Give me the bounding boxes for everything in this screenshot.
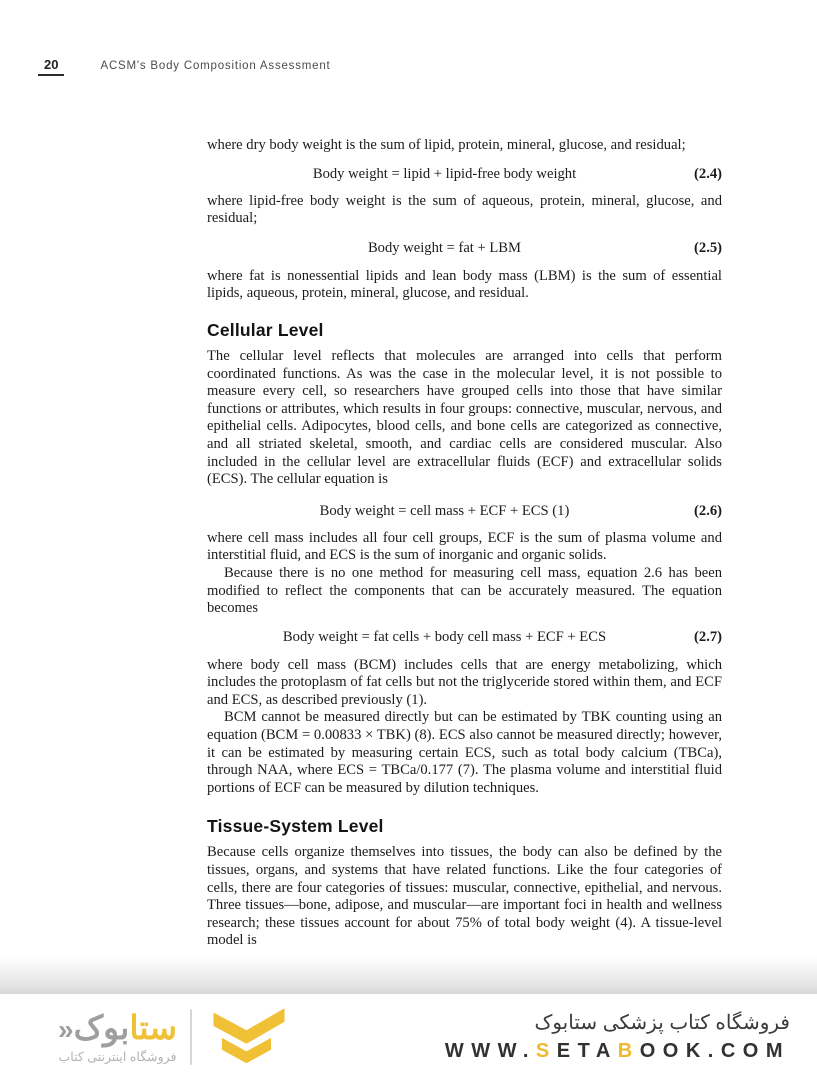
section-heading-cellular-level: Cellular Level: [207, 319, 324, 340]
watermark-footer: [0, 994, 817, 1079]
url-segment-accent: S: [535, 1040, 557, 1062]
equation-2-5: [207, 239, 722, 257]
setabook-wordmark: [58, 1010, 177, 1064]
equation-2-7: [207, 628, 722, 646]
paragraph-bcm-measurement: BCM cannot be measured directly but can be estimated by TBK counting using an equation (BCM = 0.00833 × TBK) (8). ECS also cannot be measured directly; however, it can be estimated by measuring certain ECS, such as total body calcium (TBCa), through NAA, where ECS = TBCa/0.177 (7). The plasma volume and interstitial fluid portions of ECF can be measured by dilution techniques.: [207, 709, 722, 796]
website-url: [445, 1040, 790, 1063]
equation-number: (2.6): [694, 502, 722, 519]
url-segment: ETA: [556, 1040, 618, 1062]
running-head: ACSM's Body Composition Assessment: [100, 60, 331, 72]
paragraph-dry-body-weight: where dry body weight is the sum of lipid, protein, mineral, glucose, and residual;: [207, 137, 686, 153]
paragraph-cell-mass: where cell mass includes all four cell groups, ECF is the sum of plasma volume and interstitial fluid, and ECS is the sum of inorganic and organic solids.: [207, 529, 722, 564]
equation-number: (2.5): [694, 239, 722, 256]
logo-divider: [190, 1009, 192, 1065]
url-segment: OOK.COM: [639, 1040, 790, 1062]
paragraph-no-one-method: Because there is no one method for measuring cell mass, equation 2.6 has been modified to reflect the components that can be accurately measured. The equation becomes: [207, 564, 722, 617]
equation-body: Body weight = fat + LBM: [367, 239, 522, 256]
guillemet-mark-icon: «: [58, 1013, 74, 1045]
store-title: فروشگاه کتاب پزشکی ستابوک: [534, 1012, 790, 1034]
paragraph-bcm-definition: where body cell mass (BCM) includes cells that are energy metabolizing, which includes the protoplasm of fat cells but not the triglyceride stored within them, and ECF and ECS, as described previously (1).: [207, 656, 722, 708]
paragraph-tissue-system: Because cells organize themselves into tissues, the body can also be defined by the tissues, organs, and systems that have related functions. Like the four categories of cells, there are four categories of tissues: muscular, connective, epithelial, and nervous. Three tissues—bone, adipose, and muscular—are important foci in health and wellness research; these tissues account for about 75% of total body weight (4). A tissue-level model is: [207, 844, 722, 949]
footer-store-info: [445, 1010, 790, 1063]
page-number: 20: [38, 57, 64, 76]
url-segment-accent: B: [617, 1040, 640, 1062]
section-heading-tissue-system-level: Tissue-System Level: [207, 816, 384, 837]
wordmark-yellow-part: ستا: [129, 1008, 178, 1046]
equation-number: (2.7): [694, 628, 722, 645]
equation-number: (2.4): [694, 165, 722, 182]
setabook-wordmark-text: [58, 1010, 177, 1048]
equation-2-6: [207, 502, 722, 520]
equation-body: Body weight = cell mass + ECF + ECS (1): [319, 502, 570, 519]
setabook-chevron-emblem-icon: [205, 1004, 293, 1070]
wordmark-gray-part: بوک: [73, 1008, 130, 1046]
page-body: [207, 0, 722, 950]
equation-body: Body weight = lipid + lipid-free body weight: [312, 165, 577, 182]
paragraph-lipid-free: where lipid-free body weight is the sum of aqueous, protein, mineral, glucose, and residual;: [207, 192, 722, 227]
paragraph-fat-lbm: where fat is nonessential lipids and lean body mass (LBM) is the sum of essential lipids, aqueous, protein, mineral, glucose, and residual.: [207, 267, 722, 302]
logo-tagline: فروشگاه اینترنتی کتاب: [58, 1049, 177, 1064]
setabook-logo: [58, 1004, 293, 1070]
page-bottom-shadow: [0, 957, 817, 994]
paragraph-cellular-level: The cellular level reflects that molecules are arranged into cells that perform coordinated functions. As was the case in the molecular level, it is not possible to measure every cell, so researchers have grouped cells into those that have similar functions or attributes, which results in four groups: connective, muscular, nervous, and epithelial cells. Adipocytes, blood cells, and bone cells are categorized as connective, and all striated skeletal, smooth, and cardiac cells are considered muscular. Also included in the cellular level are extracellular fluids (ECF) and extracellular solids (ECS). The cellular equation is: [207, 347, 722, 488]
url-segment: WWW.: [444, 1040, 536, 1062]
equation-body: Body weight = fat cells + body cell mass + ECF + ECS: [282, 628, 607, 645]
equation-2-4: [207, 165, 722, 183]
